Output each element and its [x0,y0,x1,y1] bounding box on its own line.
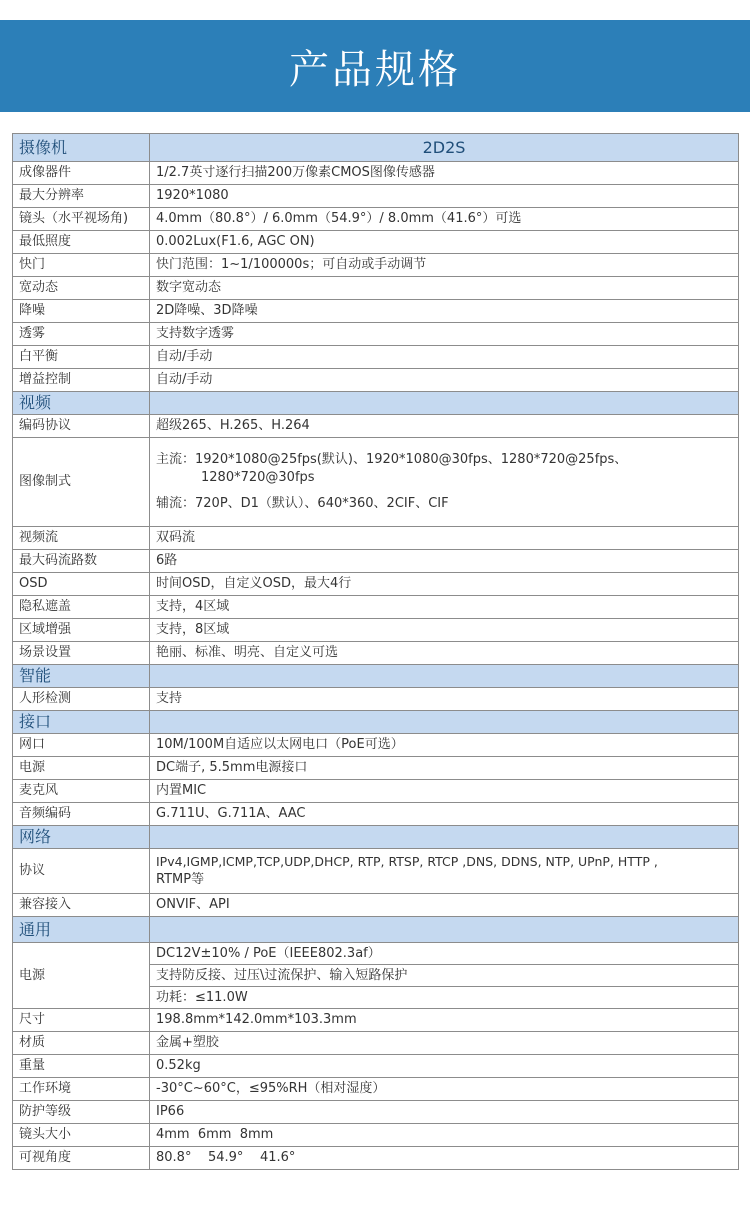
spec-row [13,1078,739,1101]
spec-row [13,162,739,185]
section-title: 接口 [13,711,150,734]
spec-row-power [13,943,739,1009]
row-label: 成像器件 [13,162,150,185]
row-label: 镜头大小 [13,1124,150,1147]
protocol-line-cont: RTMP等 [156,871,205,887]
row-value: 80.8° 54.9° 41.6° [150,1147,739,1170]
spec-row [13,1124,739,1147]
row-label: 材质 [13,1032,150,1055]
section-title: 视频 [13,392,150,415]
section-header-network [13,826,739,849]
row-value: ONVIF、API [150,894,739,917]
row-value: 10M/100M自适应以太网电口（PoE可选） [150,734,739,757]
row-label: 区域增强 [13,619,150,642]
row-label: 快门 [13,254,150,277]
spec-row [13,688,739,711]
row-label: 电源 [13,943,150,1009]
power-protection-line: 支持防反接、过压\过流保护、输入短路保护 [150,965,738,987]
header-row [13,134,739,162]
spec-row [13,185,739,208]
row-label: 尺寸 [13,1009,150,1032]
spec-row [13,550,739,573]
spec-row [13,415,739,438]
row-value: 4mm 6mm 8mm [150,1124,739,1147]
row-label: 编码协议 [13,415,150,438]
power-consumption-line: 功耗：≤11.0W [156,990,248,1005]
row-value: G.711U、G.711A、AAC [150,803,739,826]
row-value: 0.52kg [150,1055,739,1078]
row-label: 可视角度 [13,1147,150,1170]
spec-row [13,369,739,392]
section-header-general [13,917,739,943]
section-header-interface [13,711,739,734]
section-title: 智能 [13,665,150,688]
spec-row [13,573,739,596]
spec-row [13,894,739,917]
row-label: 隐私遮盖 [13,596,150,619]
spec-row [13,323,739,346]
spec-row-image-format [13,438,739,527]
section-header-smart [13,665,739,688]
row-value: -30°C~60°C，≤95%RH（相对湿度） [150,1078,739,1101]
row-value [150,438,739,527]
row-value [150,849,739,894]
spec-row [13,208,739,231]
spec-row [13,254,739,277]
spec-row [13,642,739,665]
row-value: 金属+塑胶 [150,1032,739,1055]
row-label: 最低照度 [13,231,150,254]
row-value: 198.8mm*142.0mm*103.3mm [150,1009,739,1032]
spec-row [13,346,739,369]
spec-row [13,1147,739,1170]
spec-row [13,619,739,642]
spec-row [13,1101,739,1124]
row-label: 图像制式 [13,438,150,527]
spec-row [13,596,739,619]
row-value: 艳丽、标准、明亮、自定义可选 [150,642,739,665]
main-stream-line-cont: 1280*720@30fps [201,469,315,485]
section-title: 网络 [13,826,150,849]
spec-row [13,1009,739,1032]
row-label: OSD [13,573,150,596]
row-value: 0.002Lux(F1.6, AGC ON) [150,231,739,254]
spec-row [13,527,739,550]
row-value: 时间OSD，自定义OSD，最大4行 [150,573,739,596]
row-label: 场景设置 [13,642,150,665]
row-value: 支持 [150,688,739,711]
row-value: 数字宽动态 [150,277,739,300]
row-label: 人形检测 [13,688,150,711]
section-filler [150,665,739,688]
row-label: 协议 [13,849,150,894]
row-label: 宽动态 [13,277,150,300]
section-filler [150,392,739,415]
row-label: 麦克风 [13,780,150,803]
row-value: 1/2.7英寸逐行扫描200万像素CMOS图像传感器 [150,162,739,185]
section-filler [150,826,739,849]
row-label: 兼容接入 [13,894,150,917]
row-value: 自动/手动 [150,346,739,369]
spec-row [13,1032,739,1055]
section-filler [150,711,739,734]
spec-row [13,734,739,757]
row-value: 内置MIC [150,780,739,803]
row-label: 最大分辨率 [13,185,150,208]
row-label: 透雾 [13,323,150,346]
row-value [150,943,739,1009]
spec-row [13,803,739,826]
row-label: 工作环境 [13,1078,150,1101]
row-label: 防护等级 [13,1101,150,1124]
row-label: 电源 [13,757,150,780]
row-value: 自动/手动 [150,369,739,392]
row-value: 支持，8区域 [150,619,739,642]
section-title: 通用 [13,917,150,943]
header-label: 摄像机 [13,134,150,162]
row-value: 双码流 [150,527,739,550]
spec-row [13,780,739,803]
row-value: 快门范围：1~1/100000s；可自动或手动调节 [150,254,739,277]
row-value: 4.0mm（80.8°）/ 6.0mm（54.9°）/ 8.0mm（41.6°）可选 [150,208,739,231]
row-value: 支持数字透雾 [150,323,739,346]
row-value: 支持，4区域 [150,596,739,619]
row-value: IP66 [150,1101,739,1124]
row-value: 1920*1080 [150,185,739,208]
protocol-line: IPv4,IGMP,ICMP,TCP,UDP,DHCP, RTP, RTSP, RTCP ,DNS, DDNS, NTP, UPnP, HTTP , [156,853,658,869]
header-model: 2D2S [150,134,739,162]
spec-row [13,231,739,254]
row-label: 视频流 [13,527,150,550]
spec-row [13,1055,739,1078]
spec-row [13,757,739,780]
row-label: 镜头（水平视场角) [13,208,150,231]
row-label: 增益控制 [13,369,150,392]
spec-table [12,133,739,1170]
spec-row [13,277,739,300]
spec-row-protocol [13,849,739,894]
row-value: 超级265、H.265、H.264 [150,415,739,438]
row-label: 音频编码 [13,803,150,826]
sub-stream-line: 辅流：720P、D1（默认）、640*360、2CIF、CIF [156,496,449,512]
row-label: 降噪 [13,300,150,323]
row-value: 6路 [150,550,739,573]
section-filler [150,917,739,943]
row-value: DC端子, 5.5mm电源接口 [150,757,739,780]
spec-row [13,300,739,323]
section-header-video [13,392,739,415]
row-value: 2D降噪、3D降噪 [150,300,739,323]
title-banner [0,20,750,112]
page-title: 产品规格 [289,46,461,93]
main-stream-line: 主流：1920*1080@25fps(默认)、1920*1080@30fps、1280*720@25fps、 [156,452,628,468]
row-label: 最大码流路数 [13,550,150,573]
row-label: 网口 [13,734,150,757]
row-label: 重量 [13,1055,150,1078]
power-input-line: DC12V±10% / PoE（IEEE802.3af） [150,943,738,965]
row-label: 白平衡 [13,346,150,369]
